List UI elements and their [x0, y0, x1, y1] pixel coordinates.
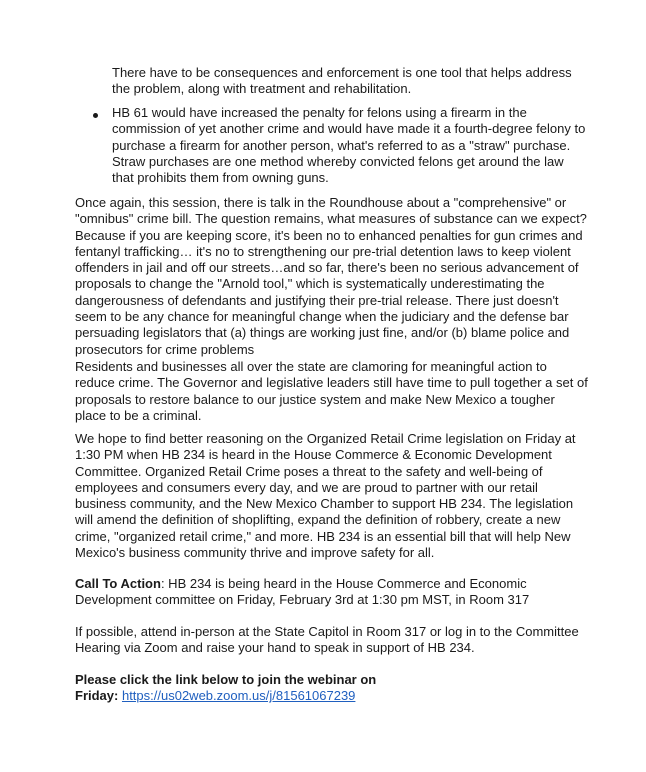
continuation-paragraph: There have to be consequences and enforcement is one tool that helps address the problem, along with treatment and rehabilitation.	[112, 65, 572, 97]
call-to-action-paragraph	[75, 576, 589, 609]
bullet-marker	[93, 113, 98, 118]
bullet-hb61-paragraph: HB 61 would have increased the penalty for felons using a firearm in the commission of yet another crime and would have made it a fourth-degree felony to purchase a firearm for another person, what's referred to as a "straw" purchase. Straw purchases are one method whereby convicted felons get around the law that prohibits them from owning guns.	[112, 105, 586, 186]
retail-crime-paragraph: We hope to find better reasoning on the Organized Retail Crime legislation on Friday at 1:30 PM when HB 234 is heard in the House Commerce & Economic Development Committee. Organized Retail Crime poses a threat to the safety and well-being of employees and consumers every day, and we are proud to partner with our retail business community, and the New Mexico Chamber to support HB 234. The legislation will amend the definition of shoplifting, expand the definition of robbery, create a new crime, "organized retail crime," and more. HB 234 is an essential bill that will help New Mexico's business community thrive and improve safety for all.	[75, 431, 576, 561]
webinar-line-2: Friday:	[75, 688, 119, 704]
call-to-action-label: Call To Action	[75, 576, 161, 591]
call-to-action-text: : HB 234 is being heard in the House Commerce and Economic Development committee on Friday, February 3rd at 1:30 pm MST, in Room 317	[75, 576, 530, 608]
residents-paragraph: Residents and businesses all over the state are clamoring for meaningful action to reduce crime. The Governor and legislative leaders still have time to pull together a set of proposals to restore balance to our justice system and make New Mexico a tougher place to be a criminal.	[75, 359, 588, 423]
omnibus-paragraph: Once again, this session, there is talk in the Roundhouse about a "comprehensive" or "omnibus" crime bill. The question remains, what measures of substance can we expect? Because if you are keeping score, it's been no to enhanced penalties for gun crimes and fentanyl trafficking… it's no to strengthening our pre-trial detention laws to keep violent offenders in jail and off our streets…and so far, there's been no serious advancement of proposals to change the "Arnold tool," which is systematically underestimating the dangerousness of defendants and justifying their pre-trial release. There just doesn't seem to be any chance for meaningful change when the judiciary and the defense bar persuading legislators that (a) things are working just fine, and/or (b) blame police and prosecutors for crime problems	[75, 195, 587, 357]
attend-paragraph: If possible, attend in-person at the State Capitol in Room 317 or log in to the Committee Hearing via Zoom and raise your hand to speak in support of HB 234.	[75, 624, 579, 656]
zoom-webinar-link[interactable]: https://us02web.zoom.us/j/81561067239	[121, 688, 356, 704]
webinar-line-1: Please click the link below to join the webinar on	[75, 672, 377, 687]
webinar-paragraph	[75, 672, 589, 705]
